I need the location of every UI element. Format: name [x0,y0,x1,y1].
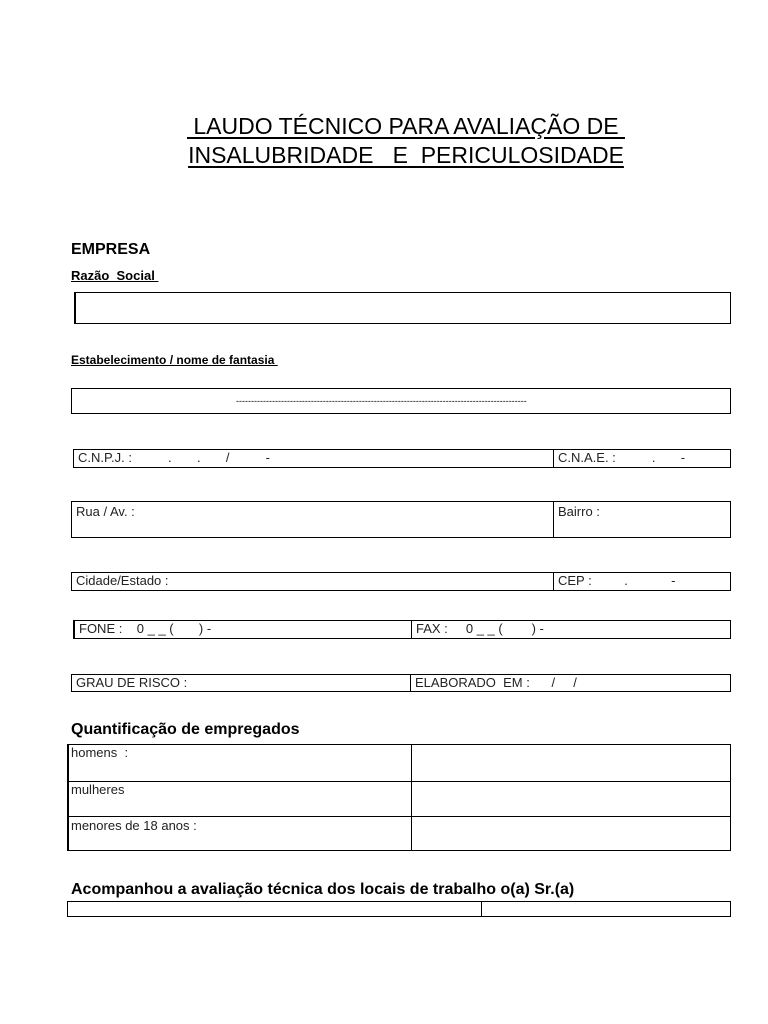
cnae-field[interactable]: C.N.A.E. : . - [553,450,731,467]
razao-social-label: Razão Social [71,268,159,283]
acompanhou-heading: Acompanhou a avaliação técnica dos locais de trabalho o(a) Sr.(a) [71,881,575,898]
mulheres-value[interactable] [411,781,731,816]
cep-field[interactable]: CEP : . - [553,573,732,590]
document-title-line-1: LAUDO TÉCNICO PARA AVALIAÇÃO DE [187,113,625,139]
menores-label: menores de 18 anos : [71,818,197,833]
menores-value[interactable] [411,817,731,851]
rua-bairro-row [71,501,731,538]
cnpj-field[interactable]: C.N.P.J. : . . / - [78,450,270,465]
cidade-estado-field[interactable]: Cidade/Estado : [76,573,169,588]
grau-de-risco-field[interactable]: GRAU DE RISCO : [76,675,188,690]
cidade-cep-row [71,572,731,591]
mulheres-label: mulheres [71,782,125,797]
homens-value[interactable] [411,745,731,781]
quantificacao-heading: Quantificação de empregados [71,721,300,738]
acompanhou-field [67,901,731,917]
estabelecimento-value: ------------------------------------------------------------------------------------------------- [236,396,527,406]
table-row [69,781,730,817]
fone-field[interactable]: FONE : 0 _ _ ( ) - [79,621,212,636]
estabelecimento-label: Estabelecimento / nome de fantasia [71,353,278,367]
razao-social-value [76,293,730,323]
cnpj-cnae-row [73,449,731,468]
fone-fax-row [73,620,731,639]
homens-label: homens : [71,745,129,760]
fax-field[interactable]: FAX : 0 _ _ ( ) - [411,621,731,638]
table-row [69,745,730,782]
rua-field[interactable]: Rua / Av. : [76,504,135,519]
acompanhou-role-field[interactable] [481,902,731,916]
bairro-field[interactable]: Bairro : [553,502,732,537]
quantificacao-table [67,744,731,851]
table-row [69,817,730,851]
acompanhou-name-field[interactable] [68,902,481,916]
grau-elaborado-row [71,674,731,692]
empresa-heading: EMPRESA [71,241,151,258]
estabelecimento-field[interactable] [71,388,731,414]
elaborado-em-field[interactable]: ELABORADO EM : / / [410,675,732,691]
razao-social-field[interactable] [74,292,731,324]
document-title-line-2: INSALUBRIDADE E PERICULOSIDADE [188,142,624,168]
